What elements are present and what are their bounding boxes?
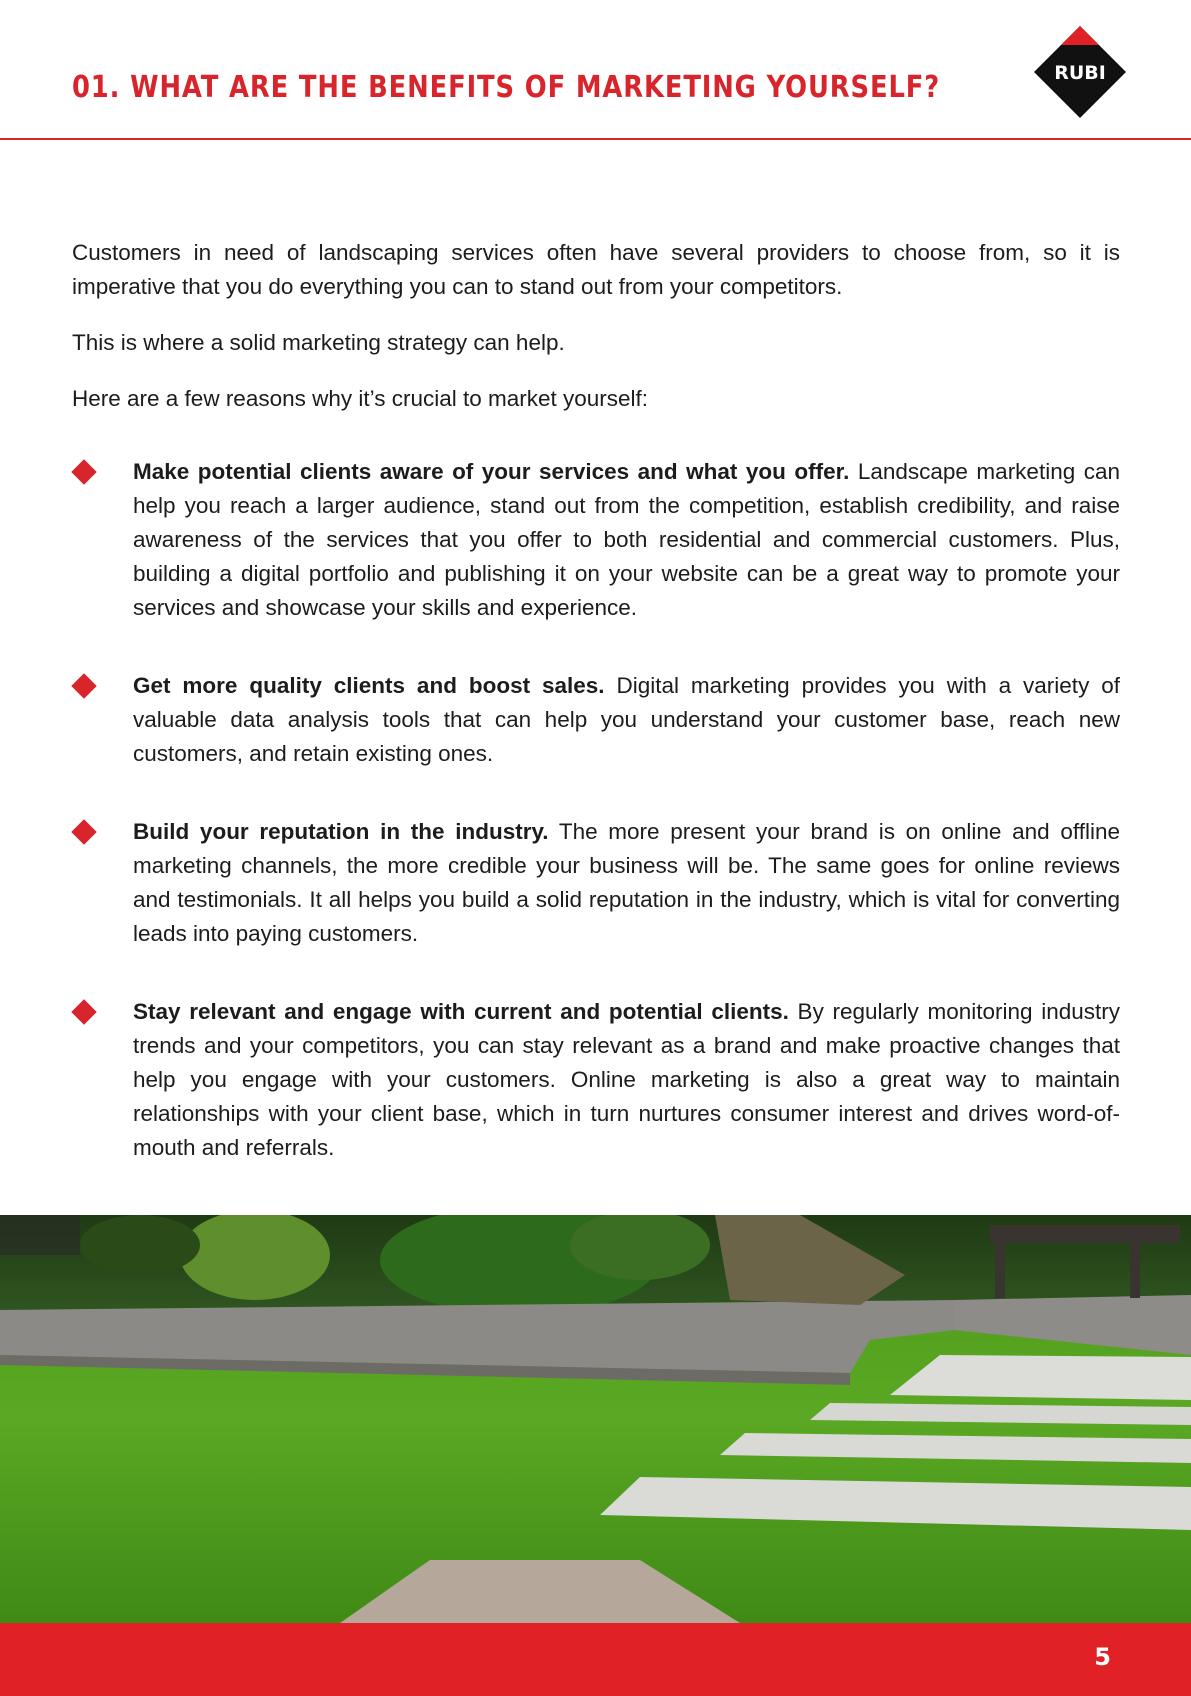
bullet-lead: Stay relevant and engage with current and potential clients. [133, 999, 789, 1024]
page-header [0, 0, 1191, 142]
page-footer [0, 1623, 1191, 1696]
benefits-list [72, 455, 1120, 1165]
bullet-text: Digital marketing provides you with a variety of valuable data analysis tools that can help you understand your customer base, reach new customers, and retain existing ones. [133, 673, 1120, 766]
list-item [72, 815, 1120, 951]
bullet-lead: Make potential clients aware of your services and what you offer. [133, 459, 850, 484]
list-item [72, 669, 1120, 771]
intro-paragraph-3: Here are a few reasons why it’s crucial to market yourself: [72, 386, 649, 411]
logo-text: RUBI [1054, 62, 1106, 84]
red-diamond-bullet-icon [71, 819, 96, 844]
rubi-logo [1032, 24, 1128, 120]
red-diamond-bullet-icon [71, 999, 96, 1024]
red-diamond-bullet-icon [71, 673, 96, 698]
page-title: 01. WHAT ARE THE BENEFITS OF MARKETING YOURSELF? [72, 70, 941, 105]
list-item [72, 995, 1120, 1165]
header-divider [0, 138, 1191, 140]
bullet-lead: Get more quality clients and boost sales. [133, 673, 605, 698]
red-diamond-bullet-icon [71, 459, 96, 484]
intro-paragraph-1: Customers in need of landscaping services often have several providers to choose from, so it is imperative that you do everything you can to stand out from your competitors. [72, 240, 1120, 299]
page-number: 5 [1094, 1643, 1111, 1671]
intro-section [72, 236, 1120, 416]
garden-lawn-photo [0, 1215, 1191, 1623]
bullet-text: Landscape marketing can help you reach a larger audience, stand out from the competition, establish credibility, and raise awareness of the services that you offer to both residential and commercial customers. Plus, building a digital portfolio and publishing it on your website can be a great way to promote your services and showcase your skills and experience. [133, 459, 1120, 620]
intro-paragraph-2: This is where a solid marketing strategy can help. [72, 330, 565, 355]
bullet-text: The more present your brand is on online and offline marketing channels, the more credible your business will be. The same goes for online reviews and testimonials. It all helps you build a solid reputation in the industry, which is vital for converting leads into paying customers. [133, 819, 1120, 946]
bullet-lead: Build your reputation in the industry. [133, 819, 549, 844]
bullet-text: By regularly monitoring industry trends and your competitors, you can stay relevant as a brand and make proactive changes that help you engage with your customers. Online marketing is also a great way to maintain relationships with your client base, which in turn nurtures consumer interest and drives word-of-mouth and referrals. [133, 999, 1120, 1160]
list-item [72, 455, 1120, 625]
